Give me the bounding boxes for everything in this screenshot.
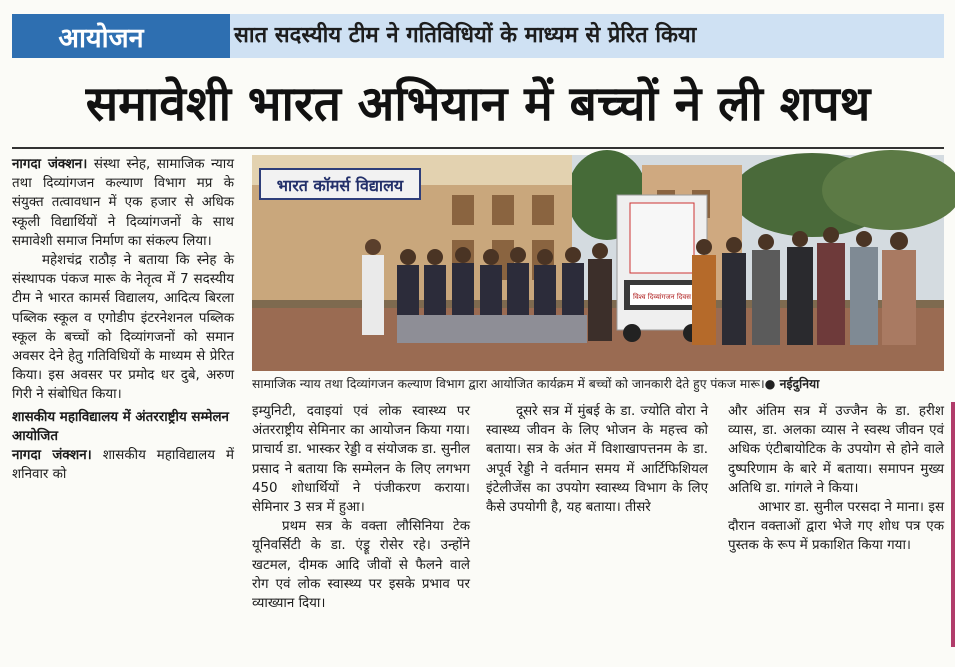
paragraph-7: आभार डा. सुनील परसदा ने माना। इस दौरान वक्ताओं द्वारा भेजे गए शोध पत्र एक पुस्तक के रूप में प्रकाशित किया गया। bbox=[728, 500, 944, 554]
paragraph-5: दूसरे सत्र में मुंबई के डा. ज्योति वोरा ने स्वास्थ्य जीवन के लिए भोजन के महत्त्व को बताया। सत्र के अंत में विशाखापत्तनम के डा. अपूर्व रेड्डी ने वर्तमान समय में आर्टिफिशियल इंटेलीजेंस का उपयोग स्वास्थ्य विभाग के लिए कैसे उपयोगी है, यह बताया। तीसरे bbox=[486, 404, 708, 516]
paragraph-6: और अंतिम सत्र में उज्जैन के डा. हरीश व्यास, डा. अलका व्यास ने स्वस्थ जीवन एवं अधिक एंटीबायोटिक के उपयोग से होने वाले दुष्परिणाम के बारे में बताया। समापन मुख्य अतिथि डा. गांगले ने किया। bbox=[728, 404, 944, 496]
page-edge-marker bbox=[951, 402, 955, 647]
paragraph-2: महेशचंद्र राठौड़ ने बताया कि स्नेह के संस्थापक पंकज मारू के नेतृत्व में 7 सदस्यीय टीम ने भारत कामर्स विद्यालय, आदित्य बिरला पब्लिक स्कूल व एगोडीप इंटरनेशनल पब्लिक स्कूल के बच्चों को दिव्यांगजनों को समान अवसर देने हेतु गतिविधियों के माध्यम से प्रेरित किया। इस अवसर पर प्रमोद धर दुबे, अरुण गिरी ने संबोधित किया। bbox=[12, 253, 234, 403]
article-column-1 bbox=[12, 155, 234, 484]
headline: समावेशी भारत अभियान में बच्चों ने ली शपथ bbox=[85, 76, 871, 132]
vehicle-banner-text: विश्व दिव्यांगजन दिवस bbox=[633, 293, 691, 301]
caption-source: ● नईदुनिया bbox=[764, 377, 820, 391]
dateline: नागदा जंक्शन। bbox=[12, 448, 92, 464]
dateline: नागदा जंक्शन। bbox=[12, 157, 88, 172]
article-column-3 bbox=[486, 402, 708, 517]
paragraph-1: नागदा जंक्शन। संस्था स्नेह, सामाजिक न्याय तथा दिव्यांगजन कल्याण विभाग मप्र के संयुक्त तत्वावधान में एक हजार से अधिक स्कूली विद्यार्थियों ने दिव्यांगजनों के साथ समावेशी समाज निर्माण का संकल्प लिया। bbox=[12, 157, 234, 249]
paragraph-4-start: प्रथम सत्र के वक्ता लौसिनिया टेक यूनिवर्सिटी के डा. एंड्रू रोसेर रहे। उन्होंने खटमल, दीमक आदि जीवों से फैलने वाले रोग एवं लोक स्वास्थ्य पर इसके प्रभाव पर व्याख्यान दिया। bbox=[252, 519, 470, 612]
photo-caption bbox=[252, 373, 944, 395]
photo-illustration bbox=[252, 155, 944, 371]
paragraph-3-start: नागदा जंक्शन। शासकीय महाविद्यालय में शनिवार को bbox=[12, 448, 234, 483]
paragraph-3-continued: इम्युनिटी, दवाइयां एवं लोक स्वास्थ्य पर अंतरराष्ट्रीय सेमिनार का आयोजन किया गया। प्राचार्य डा. भास्कर रेड्डी व संयोजक डा. सुनील प्रसाद ने बताया कि सम्मेलन के लिए लगभग 450 शोधार्थियों ने पंजीकरण कराया। सेमिनार 3 सत्र में हुआ। bbox=[252, 404, 470, 516]
caption-text: सामाजिक न्याय तथा दिव्यांगजन कल्याण विभाग द्वारा आयोजित कार्यक्रम में बच्चों को जानकारी देते हुए पंकज मारू। bbox=[252, 377, 765, 391]
headline-rule bbox=[12, 147, 944, 149]
school-sign-text: भारत कॉमर्स विद्यालय bbox=[276, 176, 404, 195]
subheading: शासकीय महाविद्यालय में अंतरराष्ट्रीय सम्मेलन आयोजित bbox=[12, 409, 229, 444]
article-column-2 bbox=[252, 402, 470, 612]
kicker-strapline: सात सदस्यीय टीम ने गतिविधियों के माध्यम से प्रेरित किया bbox=[234, 23, 697, 48]
article-column-4 bbox=[728, 402, 944, 556]
kicker-label: आयोजन bbox=[58, 22, 144, 54]
news-photo bbox=[252, 155, 944, 371]
